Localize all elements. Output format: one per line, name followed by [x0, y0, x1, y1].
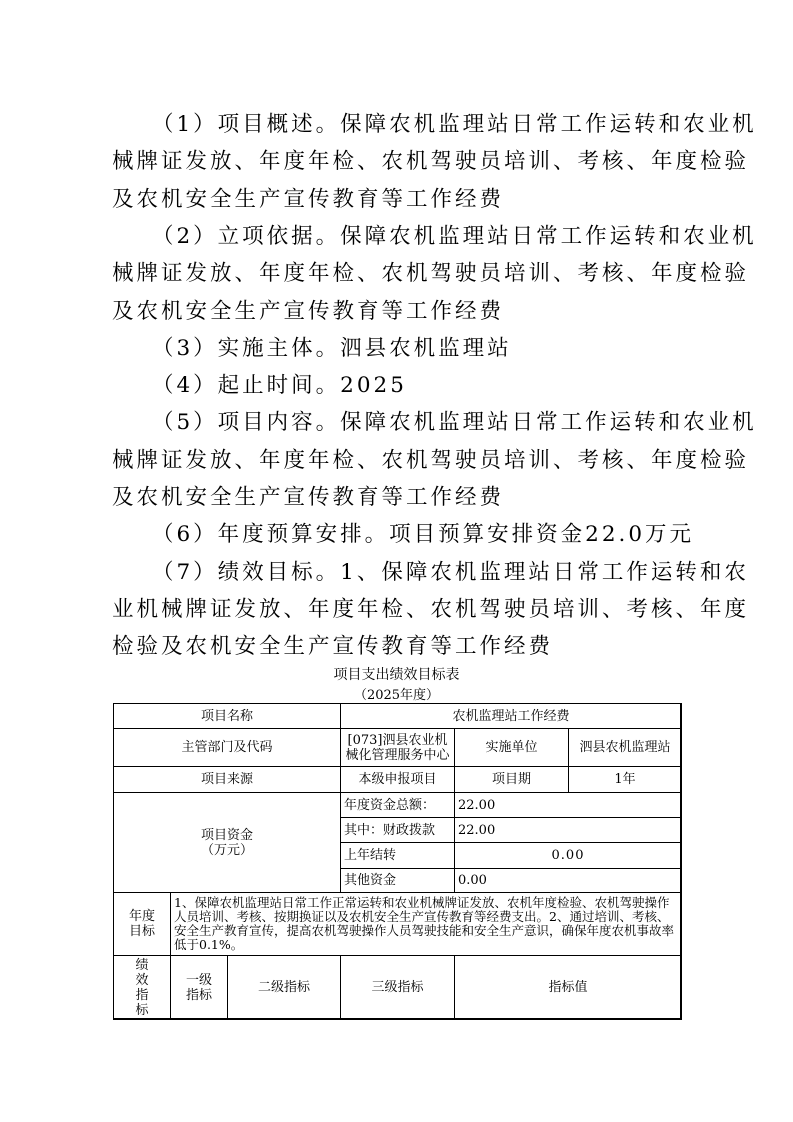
fund-total-label: 年度资金总额：: [341, 793, 455, 818]
paragraph-line: 械牌证发放、年度年检、农机驾驶员培训、考核、年度检验: [112, 447, 750, 473]
paragraph-line: （4）起止时间。2025: [152, 373, 407, 399]
source-value: 本级申报项目: [341, 767, 455, 793]
level3-label: 三级指标: [341, 956, 455, 1020]
source-label: 项目来源: [114, 767, 341, 793]
annual-goal-text: 1、保障农机监理站日常工作正常运转和农业机械牌证发放、农机年度检验、农机驾驶操作人员培训、考核、按期换证以及农机安全生产宣传教育等经费支出。2、通过培训、考核、安全生产教育宣传，提高农机驾驶操作人员驾驶技能和安全生产意识，确保年度农机事故率低于0.1%。: [171, 893, 682, 956]
fund-other-value: 0.00: [455, 869, 682, 893]
fund-fiscal-value: 22.00: [455, 818, 682, 843]
paragraph-line: 及农机安全生产宣传教育等工作经费: [112, 186, 505, 212]
perf-indicator-label: 绩 效 指 标: [114, 956, 171, 1020]
paragraph-line: 检验及农机安全生产宣传教育等工作经费: [112, 634, 554, 660]
impl-unit-value: 泗县农机监理站: [569, 729, 682, 767]
indicator-value-label: 指标值: [455, 956, 682, 1020]
fund-carryover-value: 0.00: [455, 843, 682, 869]
paragraph-line: 及农机安全生产宣传教育等工作经费: [112, 298, 505, 324]
annual-goal-label: 年度 目标: [114, 893, 171, 956]
paragraph-line: 及农机安全生产宣传教育等工作经费: [112, 485, 505, 510]
performance-target-table: [113, 703, 682, 1020]
paragraph-line: 械牌证发放、年度年检、农机驾驶员培训、考核、年度检验: [112, 261, 750, 287]
paragraph-line: （3）实施主体。泗县农机监理站: [152, 335, 512, 361]
period-value: 1年: [569, 767, 682, 793]
dept-value: [073]泗县农业机械化管理服务中心: [341, 729, 455, 767]
impl-unit-label: 实施单位: [455, 729, 569, 767]
paragraph-line: （5）项目内容。保障农机监理站日常工作运转和农业机: [152, 410, 757, 436]
paragraph-line: （6）年度预算安排。项目预算安排资金22.0万元: [152, 522, 695, 548]
paragraph-line: 业机械牌证发放、年度年检、农机驾驶员培训、考核、年度: [112, 596, 750, 622]
level2-label: 二级指标: [228, 956, 341, 1020]
project-name-label: 项目名称: [114, 704, 341, 729]
fund-other-label: 其他资金: [341, 869, 455, 893]
fund-carryover-label: 上年结转: [341, 843, 455, 869]
funds-label: 项目资金 （万元）: [114, 793, 341, 893]
fund-total-value: 22.00: [455, 793, 682, 818]
table-subtitle: （2025年度）: [353, 688, 440, 703]
table-title: 项目支出绩效目标表: [333, 667, 460, 683]
dept-label: 主管部门及代码: [114, 729, 341, 767]
fund-fiscal-label: 其中：财政拨款: [341, 818, 455, 843]
paragraph-line: 械牌证发放、年度年检、农机驾驶员培训、考核、年度检验: [112, 149, 750, 175]
paragraph-line: （2）立项依据。保障农机监理站日常工作运转和农业机: [152, 223, 757, 249]
period-label: 项目期: [455, 767, 569, 793]
level1-label: 一级 指标: [171, 956, 228, 1020]
paragraph-line: （1）项目概述。保障农机监理站日常工作运转和农业机: [152, 112, 757, 137]
paragraph-line: （7）绩效目标。1、保障农机监理站日常工作运转和农: [152, 559, 749, 585]
project-name-value: 农机监理站工作经费: [341, 704, 682, 729]
